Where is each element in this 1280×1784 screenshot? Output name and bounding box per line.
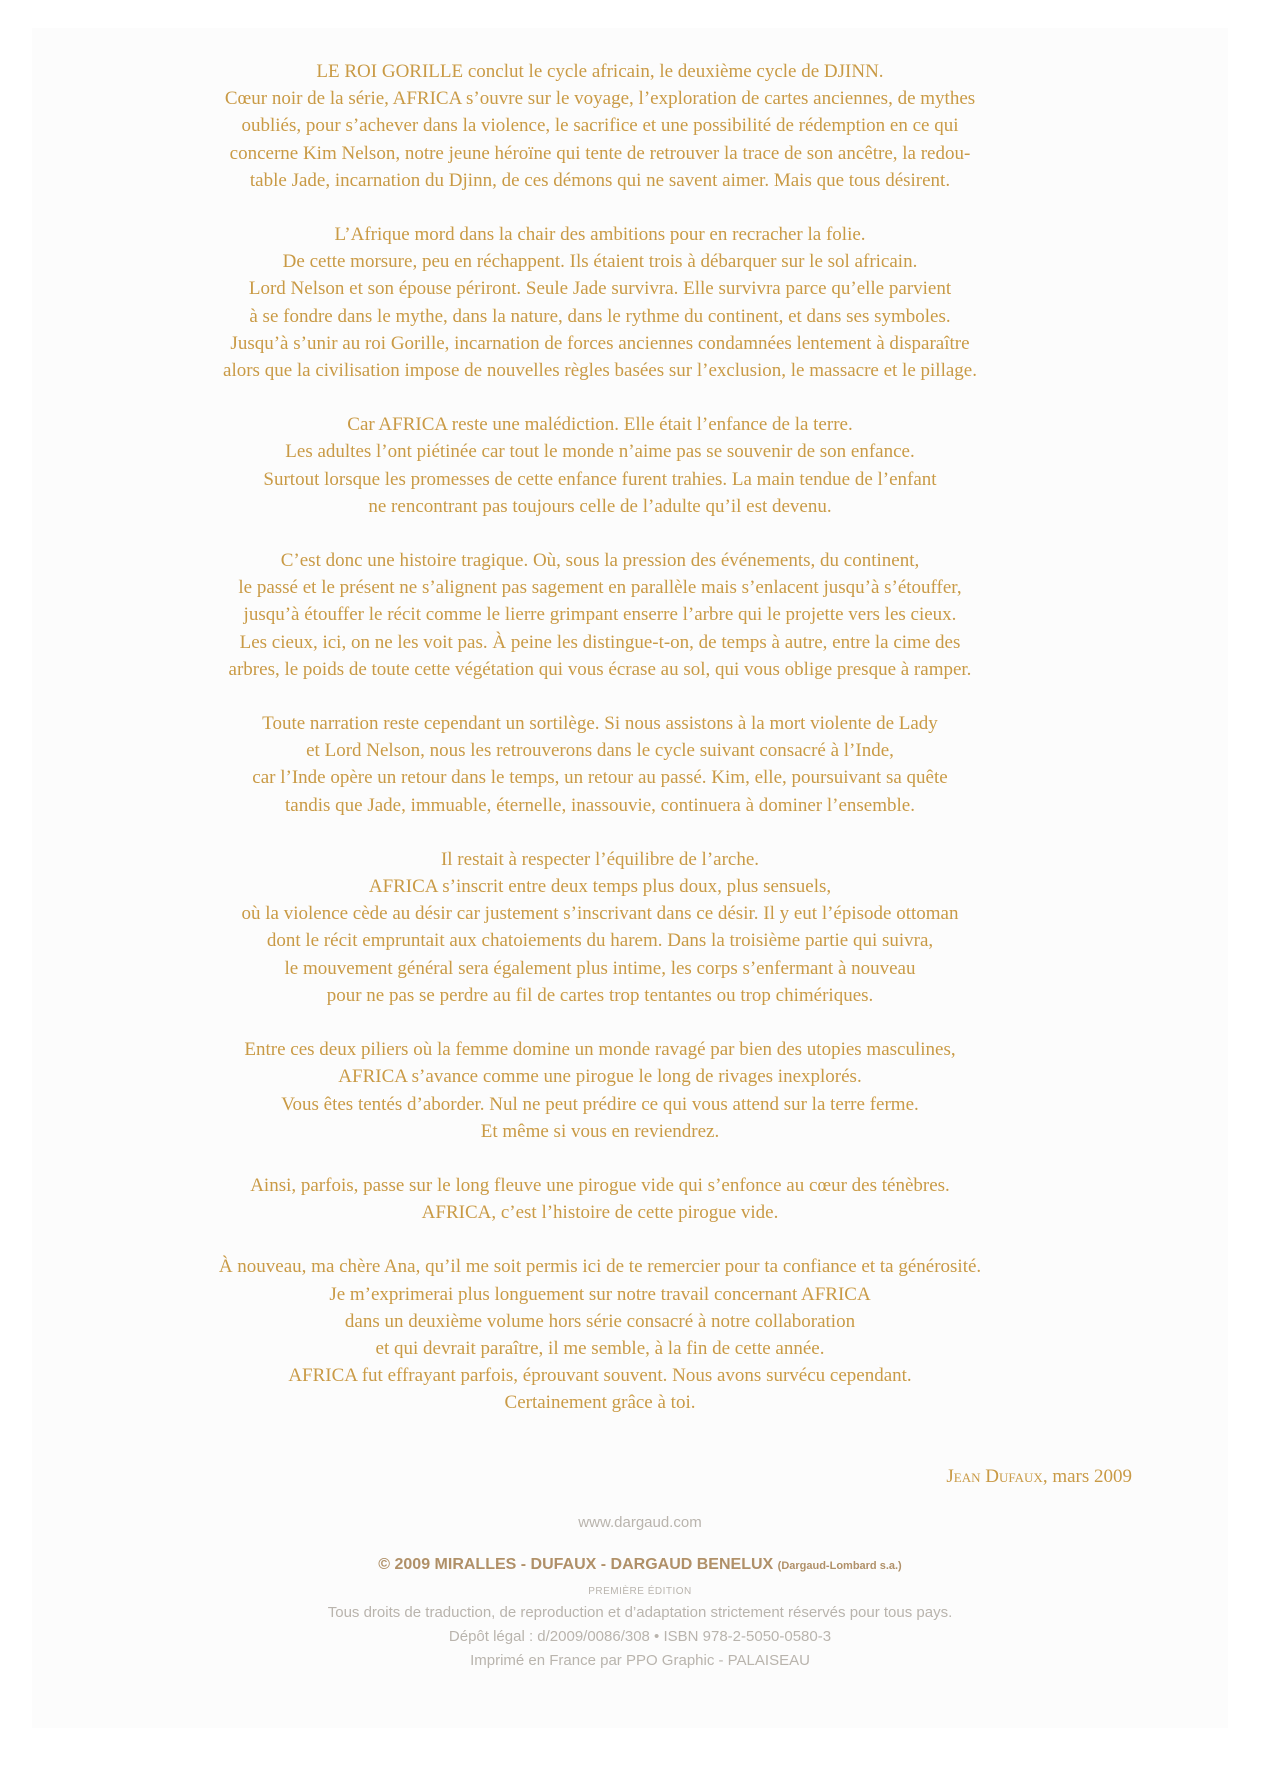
text-line: oubliés, pour s’achever dans la violence, le sacrifice et une possibilité de rédemption en ce qui	[241, 115, 959, 137]
text-line: jusqu’à étouffer le récit comme le lierre grimpant enserre l’arbre qui le projette vers les cieux.	[243, 604, 957, 626]
text-line: AFRICA, c’est l’histoire de cette pirogue vide.	[421, 1202, 779, 1224]
text-line: dont le récit empruntait aux chatoiements du harem. Dans la troisième partie qui suivra,	[266, 930, 934, 952]
signature	[946, 1466, 1132, 1488]
text-line: Lord Nelson et son épouse périront. Seule Jade survivra. Elle survivra parce qu’elle parvient	[248, 278, 952, 300]
signature-author: Jean Dufaux	[946, 1466, 1043, 1487]
text-line: concerne Kim Nelson, notre jeune héroïne qui tente de retrouver la trace de son ancêtre, la redou-	[229, 142, 971, 164]
text-line: Il restait à respecter l’équilibre de l’arche.	[440, 848, 760, 870]
text-line: Les cieux, ici, on ne les voit pas. À peine les distingue-t-on, de temps à autre, entre la cime des	[239, 631, 961, 653]
text-line: L’Afrique mord dans la chair des ambitions pour en recracher la folie.	[334, 224, 866, 246]
text-line: et qui devrait paraître, il me semble, à la fin de cette année.	[375, 1337, 825, 1359]
text-line: pour ne pas se perdre au fil de cartes trop tentantes ou trop chimériques.	[326, 984, 874, 1006]
text-line: Ainsi, parfois, passe sur le long fleuve une pirogue vide qui s’enfonce au cœur des ténèbres.	[250, 1174, 950, 1196]
text-line: ne rencontrant pas toujours celle de l’adulte qu’il est devenu.	[368, 495, 832, 517]
text-line: Je m’exprimerai plus longuement sur notre travail concernant AFRICA	[329, 1283, 871, 1305]
text-line: alors que la civilisation impose de nouvelles règles basées sur l’exclusion, le massacre et le pillage.	[223, 360, 977, 382]
legal-deposit: Dépôt légal : d/2009/0086/308 • ISBN 978-2-5050-0580-3	[448, 1628, 832, 1645]
rights-notice: Tous droits de traduction, de reproduction et d’adaptation strictement réservés pour tous pays.	[327, 1604, 953, 1621]
text-line: Car AFRICA reste une malédiction. Elle était l’enfance de la terre.	[347, 414, 853, 436]
copyright-text: © 2009 MIRALLES - DUFAUX - DARGAUD BENELUX	[378, 1556, 774, 1573]
website-link[interactable]: www.dargaud.com	[578, 1514, 702, 1531]
text-line: Et même si vous en reviendrez.	[480, 1120, 720, 1142]
edition-label: PREMIÈRE ÉDITION	[588, 1586, 692, 1597]
paragraph	[110, 1172, 1090, 1226]
paragraph	[110, 221, 1090, 384]
text-line: Surtout lorsque les promesses de cette enfance furent trahies. La main tendue de l’enfant	[263, 468, 937, 490]
text-line: dans un deuxième volume hors série consacré à notre collaboration	[344, 1310, 856, 1332]
text-line: Vous êtes tentés d’aborder. Nul ne peut prédire ce qui vous attend sur la terre ferme.	[281, 1093, 919, 1115]
text-line: et Lord Nelson, nous les retrouverons dans le cycle suivant consacré à l’Inde,	[306, 740, 894, 762]
printer-info: Imprimé en France par PPO Graphic - PALAISEAU	[470, 1652, 810, 1669]
text-line: car l’Inde opère un retour dans le temps, un retour au passé. Kim, elle, poursuivant sa quête	[252, 767, 948, 789]
text-line: De cette morsure, peu en réchappent. Ils étaient trois à débarquer sur le sol africain.	[282, 251, 918, 273]
text-line: Les adultes l’ont piétinée car tout le monde n’aime pas se souvenir de son enfance.	[285, 441, 915, 463]
text-line: AFRICA s’inscrit entre deux temps plus doux, plus sensuels,	[368, 876, 832, 898]
copyright-line	[0, 1556, 1280, 1574]
paragraph	[110, 1036, 1090, 1145]
paragraph	[110, 411, 1090, 520]
paragraph	[110, 547, 1090, 683]
paragraph	[110, 58, 1090, 194]
text-line: AFRICA fut effrayant parfois, éprouvant souvent. Nous avons survécu cependant.	[288, 1365, 912, 1387]
text-line: tandis que Jade, immuable, éternelle, inassouvie, continuera à dominer l’ensemble.	[285, 794, 915, 816]
text-line: le mouvement général sera également plus intime, les corps s’enfermant à nouveau	[284, 957, 916, 979]
text-line: où la violence cède au désir car justement s’inscrivant dans ce désir. Il y eut l’épisode ottoman	[241, 903, 959, 925]
text-line: AFRICA s’avance comme une pirogue le long de rivages inexplorés.	[338, 1066, 862, 1088]
paragraph	[110, 846, 1090, 1009]
text-line: Jusqu’à s’unir au roi Gorille, incarnation de forces anciennes condamnées lentement à disparaître	[230, 332, 970, 354]
publisher-note: (Dargaud-Lombard s.a.)	[777, 1560, 902, 1572]
text-line: À nouveau, ma chère Ana, qu’il me soit permis ici de te remercier pour ta confiance et ta générosité.	[218, 1256, 982, 1278]
text-line: Certainement grâce à toi.	[504, 1392, 696, 1414]
text-line: à se fondre dans le mythe, dans la nature, dans le rythme du continent, et dans ses symboles.	[249, 305, 951, 327]
text-line: le passé et le présent ne s’alignent pas sagement en parallèle mais s’enlacent jusqu’à s’étouffer,	[238, 577, 962, 599]
text-line: C’est donc une histoire tragique. Où, sous la pression des événements, du continent,	[280, 550, 920, 572]
text-line: Entre ces deux piliers où la femme domine un monde ravagé par bien des utopies masculines,	[244, 1039, 956, 1061]
text-line: arbres, le poids de toute cette végétation qui vous écrase au sol, qui vous oblige presque à ramper.	[228, 658, 972, 680]
preface-text	[110, 58, 1090, 1444]
text-line: Toute narration reste cependant un sortilège. Si nous assistons à la mort violente de Lady	[262, 713, 938, 735]
text-line: Cœur noir de la série, AFRICA s’ouvre sur le voyage, l’exploration de cartes anciennes, de mythes	[224, 88, 976, 110]
signature-date: , mars 2009	[1042, 1466, 1132, 1487]
text-line: LE ROI GORILLE conclut le cycle africain, le deuxième cycle de DJINN.	[316, 61, 884, 82]
paragraph	[110, 1253, 1090, 1416]
text-line: table Jade, incarnation du Djinn, de ces démons qui ne savent aimer. Mais que tous désirent.	[249, 169, 951, 191]
paragraph	[110, 710, 1090, 819]
